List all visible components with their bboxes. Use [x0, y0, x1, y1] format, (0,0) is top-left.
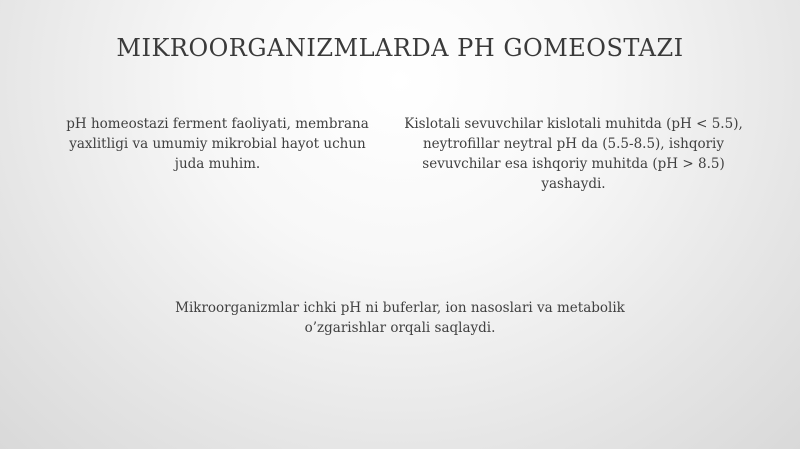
left-text-block: pH homeostazi ferment faoliyati, membrana yaxlitligi va umumiy mikrobial hayot uchun juda muhim. [66, 116, 369, 172]
bottom-text-block: Mikroorganizmlar ichki pH ni buferlar, ion nasoslari va metabolik o’zgarishlar orqali saqlaydi. [175, 300, 625, 336]
right-text-block: Kislotali sevuvchilar kislotali muhitda (pH < 5.5), neytrofillar neytral pH da (5.5-8.5), ishqoriy sevuvchilar esa ishqoriy muhitda (pH > 8.5) yashaydi. [404, 116, 743, 192]
slide-title: MIKROORGANIZMLARDA PH GOMEOSTAZI [116, 34, 684, 62]
